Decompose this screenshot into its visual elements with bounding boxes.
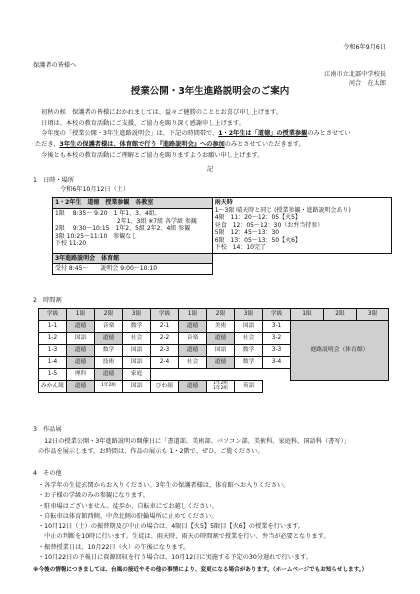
col-header: 1限 [291, 309, 324, 321]
col-header: 学級 [263, 309, 291, 321]
table-cell: 1-4 [39, 357, 67, 369]
section3-body [38, 437, 400, 457]
timetable [38, 308, 389, 393]
list-item: ・振替授業日は、10月22日（火）の午後になります。 [38, 543, 190, 551]
sender-name: 河合 在太郎 [348, 80, 386, 87]
page-title: 授業公開・3年生進路説明会のご案内 [130, 86, 290, 97]
moral-line: 3限 10:25～11:10 参観なし [55, 232, 138, 240]
list-item: ・お子様の学級のみの参観になります。 [38, 492, 149, 500]
table-cell: 国語 [123, 381, 151, 393]
table-cell: 音楽 [95, 321, 123, 333]
rain-line: 4限 11：20～12：05【火5】 [214, 214, 301, 221]
rain-line: 5限 12：45～13：30 [214, 229, 280, 236]
list-item: ・駐車場はございません。徒歩か、自転車にてお越しください。 [38, 502, 218, 510]
table-cell: 道徳 [67, 381, 95, 393]
table-cell: 2-2 [151, 333, 179, 345]
col-header: 2限 [95, 309, 123, 321]
sender-school: 江南市立北部中学校長 [324, 71, 386, 78]
table-cell: 1年2組 [95, 381, 123, 393]
document-date: 令和6年9月6日 [343, 44, 386, 51]
table-cell: 道徳 [179, 381, 207, 393]
section4-body [38, 481, 400, 563]
col-header: 1限 [179, 309, 207, 321]
table-cell: 英語 [235, 381, 263, 393]
list-item: ・10月22日の予報日に資源回収を行う場合は、10月12日に実施する予定の30分遅れで行います。 [38, 554, 312, 562]
col-header: 1限 [67, 309, 95, 321]
table-cell: 3-3 [263, 345, 291, 357]
table-cell: 3-4 [263, 357, 291, 369]
table-cell: 社会 [179, 357, 207, 369]
table-cell: 道徳 [95, 333, 123, 345]
addressee: 保護者の皆様へ [33, 62, 77, 69]
schedule-table [52, 197, 392, 275]
rain-line: 下校 14：10完了 [214, 244, 267, 251]
table-cell: 道徳 [67, 345, 95, 357]
table-cell: 国語 [123, 345, 151, 357]
table-cell: 数学 [235, 357, 263, 369]
table-cell: 社会 [235, 333, 263, 345]
section4-heading: 4 その他 [33, 470, 62, 477]
event-date: 令和6年10月12日（土） [60, 186, 130, 193]
intro-paragraph [35, 108, 390, 162]
section3-line: の作品を展示します。お時間は、作品の展示も 1・2階で、ぜひ、ご覧ください。 [38, 448, 264, 455]
table-cell: 技術 [95, 357, 123, 369]
rain-block [212, 198, 391, 254]
rain-line: 6限 13：05～13：50【火6】 [214, 236, 301, 244]
section3-line: 12日の授業公開・3年進路説明の開催日に「書道部、美術部、パソコン部、美術科、家庭科、国語科（書写）」 [38, 438, 350, 445]
table-cell: 道徳 [179, 345, 207, 357]
col-header: 3限 [235, 309, 263, 321]
moral-block [53, 209, 213, 253]
meeting-cell: 進路説明会（体育館） [291, 321, 389, 381]
table-cell: 道徳 [207, 357, 235, 369]
table-cell: 1年2組 1年2組 [207, 381, 235, 393]
list-item: ・自転車は体育館西側、中舎北側の駐輪場所に止めてください。 [38, 512, 218, 520]
col-header: 学級 [151, 309, 179, 321]
table-cell: 道徳 [207, 333, 235, 345]
table-cell: 1-5 [39, 369, 67, 381]
moral-header: 1・2年生 道徳 授業参観 各教室 [53, 198, 213, 209]
col-header: 3限 [357, 309, 389, 321]
table-cell: 1-1 [39, 321, 67, 333]
intro-line-1: 初秋の候 保護者の皆様におかれましては、益々ご健勝のこととお喜び申し上げます。 [35, 109, 283, 116]
table-cell: 3-1 [263, 321, 291, 333]
list-item: ・10月12日（土）の振替期及び中止の場合は、4限目【火5】5限目【火6】の授業を行います。 [38, 523, 305, 531]
table-cell: 道徳 [67, 321, 95, 333]
ki-label: 記 [206, 166, 214, 173]
table-cell: 音楽 [179, 333, 207, 345]
intro-line-2: 日頃は、本校の教育活動にご支援、ご協力を賜り深く感謝申し上げます。 [35, 119, 245, 127]
col-header: 2限 [324, 309, 357, 321]
rain-header: 雨天時 [214, 199, 233, 206]
table-cell: 3-2 [263, 333, 291, 345]
intro-line-4: ただき、3年生の保護者様は、体育館で行う『進路説明会』への参加のみとさせていただきます。 [35, 141, 305, 149]
list-item: 中止の判断を10時に行います。生徒は、雨天時、雨天の時間割で授業を行い、弁当が必要となります。 [38, 533, 330, 541]
table-cell: 国語 [123, 357, 151, 369]
table-row [39, 321, 389, 333]
table-cell: 1-2 [39, 333, 67, 345]
table-cell: 国語 [235, 321, 263, 333]
table-cell: 家庭 [123, 369, 151, 381]
footer-note: ※今後の情報につきましては、台風の接近やその他の事情により、変更になる場合があります。（ホームページでもお知らせします。） [33, 567, 368, 573]
table-cell: 数学 [235, 345, 263, 357]
list-item: ・各学年の生徒玄関からお入りください。3年生の保護者様は、体育館へお入りください。 [38, 482, 290, 489]
table-cell: 美術 [207, 321, 235, 333]
table-cell: 2-3 [151, 345, 179, 357]
table-cell: 社会 [123, 333, 151, 345]
table-cell: 数学 [95, 345, 123, 357]
intro-line-3: 今年度の「授業公開・3年生進路説明会」は、下記の時間帯で、1・2年生は「道徳」の授業参観のみとさせてい [35, 130, 351, 138]
table-cell: 道徳 [67, 357, 95, 369]
table-cell: 2-4 [151, 357, 179, 369]
table-cell: みかん組 [39, 381, 67, 393]
rain-line: 昼食 12：05～12：30（お弁当持参） [214, 221, 324, 229]
moral-line: 2年1、3組 ※7組 各学級 参観 [55, 217, 197, 225]
rain-line: 1～3限 晴天時と同じ (授業参観・進路説明会あり) [214, 206, 351, 214]
moral-line: 下校 11:20 [55, 240, 87, 248]
col-header: 3限 [123, 309, 151, 321]
table-cell: 理科 [67, 369, 95, 381]
table-cell: 1-3 [39, 345, 67, 357]
table-cell: びわ組 [151, 381, 179, 393]
table-cell: 道徳 [179, 321, 207, 333]
table-cell: 数学 [123, 321, 151, 333]
intro-line-5: 今後とも本校の教育活動にご理解とご協力を賜りますようお願い申し上げます。 [35, 151, 264, 159]
table-cell: 2-1 [151, 321, 179, 333]
col-header: 2限 [207, 309, 235, 321]
moral-line: 2限 9:30～10:15 1年2、5組 2年2、4組 参観 [55, 225, 191, 233]
table-cell: 国語 [67, 333, 95, 345]
meeting-header: 3年進路説明会 体育館 [53, 253, 213, 264]
table-cell: 国語 [207, 345, 235, 357]
section2-heading: 2 時間割 [33, 297, 62, 304]
moral-line: 1限 8:35～ 9:20 1 年1、3、4組、 [55, 210, 161, 218]
table-cell: 道徳 [95, 369, 123, 381]
col-header: 学級 [39, 309, 67, 321]
table-row [39, 381, 389, 393]
section3-heading: 3 作品展 [33, 426, 62, 433]
meeting-time: 受付 8:45～ 説明会 9:00～10:10 [53, 264, 213, 275]
section1-heading: 1 日時・場所 [33, 177, 75, 184]
